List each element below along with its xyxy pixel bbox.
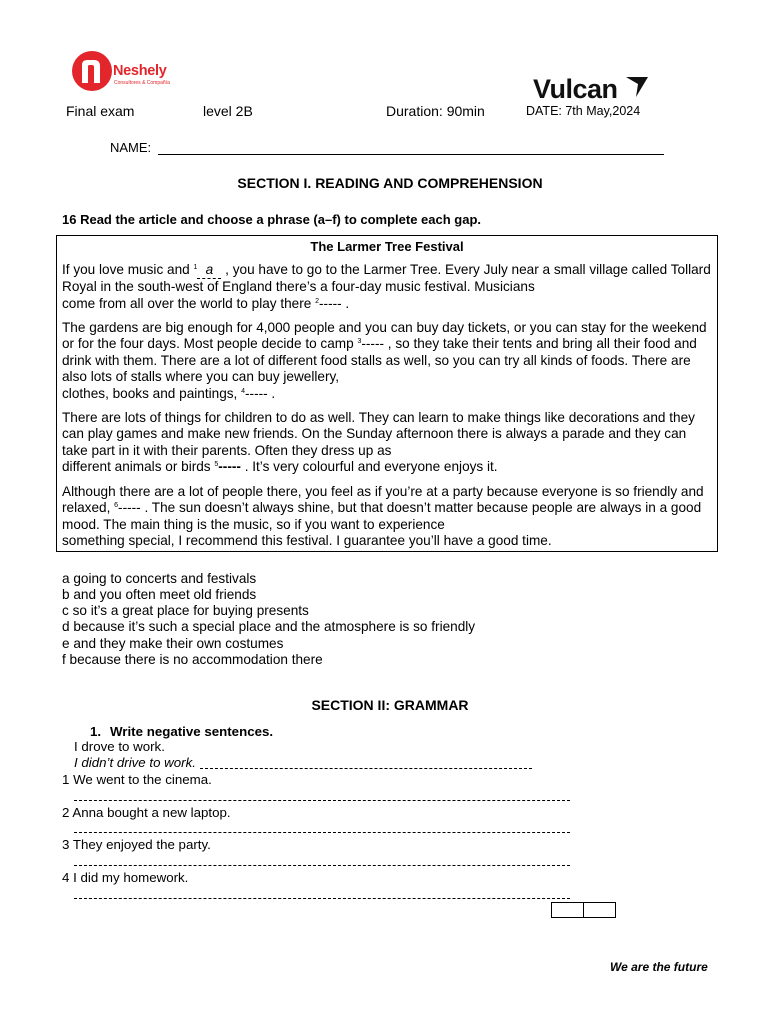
task16-instruction: 16 Read the article and choose a phrase (a–f) to complete each gap. — [62, 212, 482, 227]
neshely-n-icon — [80, 59, 102, 83]
exam-label: Final exam — [66, 103, 135, 119]
section1-title: SECTION I. READING AND COMPREHENSION — [237, 175, 543, 191]
gap-6[interactable]: ----- — [118, 500, 141, 516]
option-b: b and you often meet old friends — [62, 587, 257, 602]
vulcan-brand-name: Vulcan — [533, 74, 618, 104]
score-box-divider — [583, 902, 584, 917]
duration-label: Duration: 90min — [386, 103, 485, 119]
question-4: 4 I did my homework. — [62, 870, 189, 885]
gap-5[interactable]: ----- — [218, 459, 241, 475]
question-2: 2 Anna bought a new laptop. — [62, 805, 231, 820]
gap-1[interactable]: a — [197, 262, 221, 279]
answer-line-1[interactable] — [74, 800, 570, 801]
gap-4[interactable]: ----- — [245, 385, 268, 401]
grammar-task: 1. Write negative sentences. — [90, 724, 274, 739]
neshely-logo — [72, 51, 112, 91]
level-label: level 2B — [203, 103, 253, 119]
answer-line-3[interactable] — [74, 865, 570, 866]
option-a: a going to concerts and festivals — [62, 571, 257, 586]
example-answer-line — [200, 768, 532, 769]
option-f: f because there is no accommodation there — [62, 652, 323, 667]
answer-line-2[interactable] — [74, 832, 570, 833]
neshely-tagline: Consultores & Compañía — [114, 80, 170, 86]
option-d: d because it’s such a special place and the atmosphere is so friendly — [62, 619, 476, 634]
article-paragraph-3: There are lots of things for children to do as well. They can learn to make things like decorations and they can play games and make new friends. On the Sunday afternoon there is always a parade and they can take part in it with their parents. Often they dress up as different animals or birds $^5$----- . It’s very colourful and everyone enjoys it. — [62, 410, 695, 475]
article-paragraph-2: The gardens are big enough for 4,000 people and you can buy day tickets, or you can stay for the weekend or for the four days. Most people decide to camp $^3$----- , so they take their tents and bring all their food and drink with them. There are a lot of different food stalls as well, so you can try all kinds of foods. There are also lots of stalls where you can buy jewellery, clothes, books and paintings, $^4$----- . — [62, 320, 707, 401]
example-answer: I didn’t drive to work. — [74, 755, 196, 770]
gap-3[interactable]: ----- — [361, 336, 384, 352]
gap-2[interactable]: ----- — [319, 295, 342, 311]
neshely-brand-name: Neshely — [113, 63, 167, 79]
question-1: 1 We went to the cinema. — [62, 772, 212, 787]
option-c: c so it’s a great place for buying presents — [62, 603, 309, 618]
option-e: e and they make their own costumes — [62, 636, 284, 651]
answer-line-4[interactable] — [74, 898, 570, 899]
date-label: DATE: 7th May,2024 — [526, 104, 641, 118]
example-question: I drove to work. — [74, 739, 165, 754]
article-title: The Larmer Tree Festival — [310, 239, 464, 254]
article-paragraph-1: If you love music and $^1$ a , you have to go to the Larmer Tree. Every July near a small village called Tollard Royal in the south-west of England there’s a four-day music festival. Musicians come from all over the world to play there $^2$----- . — [62, 262, 711, 311]
name-label: NAME: — [110, 140, 152, 155]
section2-title: SECTION II: GRAMMAR — [311, 697, 469, 713]
question-3: 3 They enjoyed the party. — [62, 837, 211, 852]
slogan: We are the future — [610, 960, 708, 974]
name-field[interactable] — [158, 154, 664, 155]
article-paragraph-4: Although there are a lot of people there, you feel as if you’re at a party because everyone is so friendly and relaxed, $^6$----- . The sun doesn’t always shine, but that doesn’t matter because people are always in a good mood. The main thing is the music, so if you want to experience something special, I recommend this festival. I guarantee you’ll have a good time. — [62, 484, 704, 549]
vulcan-mark-icon — [626, 75, 648, 97]
